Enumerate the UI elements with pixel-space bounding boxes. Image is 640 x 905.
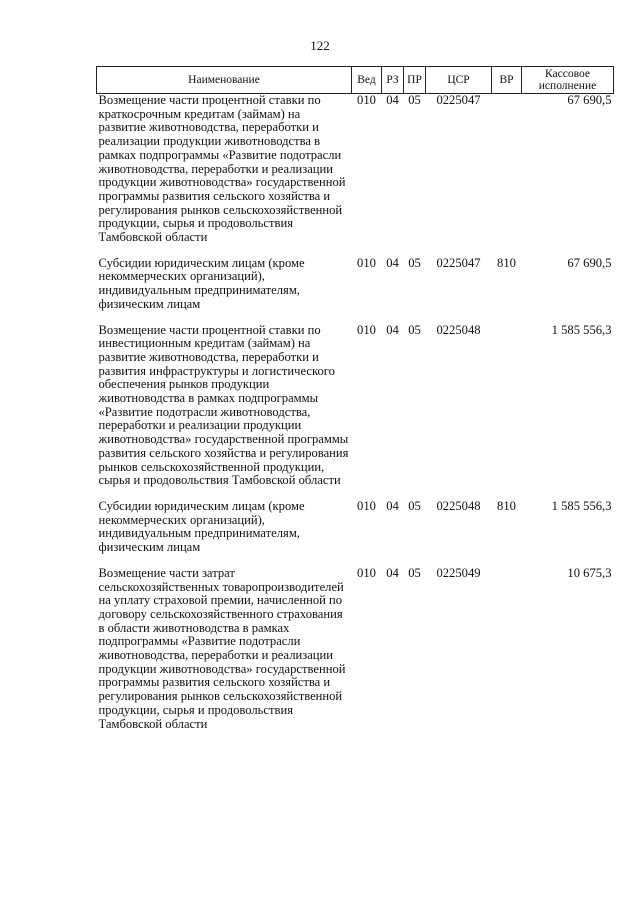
row-pr: 05 xyxy=(408,255,421,270)
row-rz: 04 xyxy=(386,322,399,337)
table-row xyxy=(97,324,614,500)
row-amount: 10 675,3 xyxy=(567,565,612,580)
row-ved: 010 xyxy=(357,565,376,580)
row-amount: 67 690,5 xyxy=(567,93,612,107)
row-name: Возмещение части процентной ставки по краткосрочным кредитам (займам) на развитие животноводства, переработки и реализации продукции животноводства в рамках подпрограммы «Развитие подотрасли животноводства, переработки и реализации продукции животноводства» государственной программы развития сельского хозяйства и регулирования рынков сельскохозяйственной продукции, сырья и продовольствия Тамбовской области xyxy=(98,93,346,245)
header-rz: РЗ xyxy=(382,67,404,94)
row-amount: 1 585 556,3 xyxy=(551,498,612,513)
row-csr: 0225048 xyxy=(436,498,481,513)
row-pr: 05 xyxy=(408,498,421,513)
row-name: Субсидии юридическим лицам (кроме некоммерческих организаций), индивидуальным предпринимателям, физическим лицам xyxy=(98,255,305,311)
row-vr xyxy=(492,94,522,257)
row-ved: 010 xyxy=(357,322,376,337)
header-vr: ВР xyxy=(492,67,522,94)
row-pr: 05 xyxy=(408,93,421,107)
table-header-row xyxy=(97,67,614,94)
table-row xyxy=(97,567,614,743)
header-amount: Кассовое исполнение xyxy=(522,67,614,94)
row-vr xyxy=(492,567,522,743)
budget-table xyxy=(96,66,614,743)
header-ved: Вед xyxy=(352,67,382,94)
row-vr: 810 xyxy=(497,255,516,270)
row-ved: 010 xyxy=(357,255,376,270)
row-name: Возмещение части затрат сельскохозяйственных товаропроизводителей на уплату страховой премии, начисленной по договору сельскохозяйственного страхования в области животноводства в рамках подпрограммы «Развитие подотрасли животноводства, переработки и реализации продукции животноводства» государственной программы развития сельского хозяйства и регулирования рынков сельскохозяйственной продукции, сырья и продовольствия Тамбовской области xyxy=(98,565,346,731)
table-row xyxy=(97,500,614,567)
row-name: Субсидии юридическим лицам (кроме некоммерческих организаций), индивидуальным предпринимателям, физическим лицам xyxy=(98,498,305,555)
row-amount: 1 585 556,3 xyxy=(551,322,612,337)
row-csr: 0225047 xyxy=(436,255,481,270)
header-name: Наименование xyxy=(97,67,352,94)
row-pr: 05 xyxy=(408,322,421,337)
row-amount: 67 690,5 xyxy=(567,255,612,270)
row-pr: 05 xyxy=(408,565,421,580)
row-name: Возмещение части процентной ставки по инвестиционным кредитам (займам) на развитие животноводства, переработки и развития инфраструктуры и логистического обеспечения рынков продукции животноводства в рамках подпрограммы «Развитие подотрасли животноводства, переработки и реализации продукции животноводства» государственной программы развития сельского хозяйства и регулирования рынков сельскохозяйственной продукции, сырья и продовольствия Тамбовской области xyxy=(98,322,349,488)
row-rz: 04 xyxy=(386,255,399,270)
row-ved: 010 xyxy=(357,498,376,513)
table-row xyxy=(97,257,614,324)
row-vr xyxy=(492,324,522,500)
header-csr: ЦСР xyxy=(426,67,492,94)
row-rz: 04 xyxy=(386,93,399,107)
row-csr: 0225048 xyxy=(436,322,481,337)
row-csr: 0225049 xyxy=(436,565,481,580)
page-number: 122 xyxy=(310,38,330,53)
row-rz: 04 xyxy=(386,498,399,513)
header-pr: ПР xyxy=(404,67,426,94)
row-ved: 010 xyxy=(357,93,376,107)
table-row xyxy=(97,94,614,257)
row-csr: 0225047 xyxy=(436,93,481,107)
row-rz: 04 xyxy=(386,565,399,580)
row-vr: 810 xyxy=(497,498,516,513)
